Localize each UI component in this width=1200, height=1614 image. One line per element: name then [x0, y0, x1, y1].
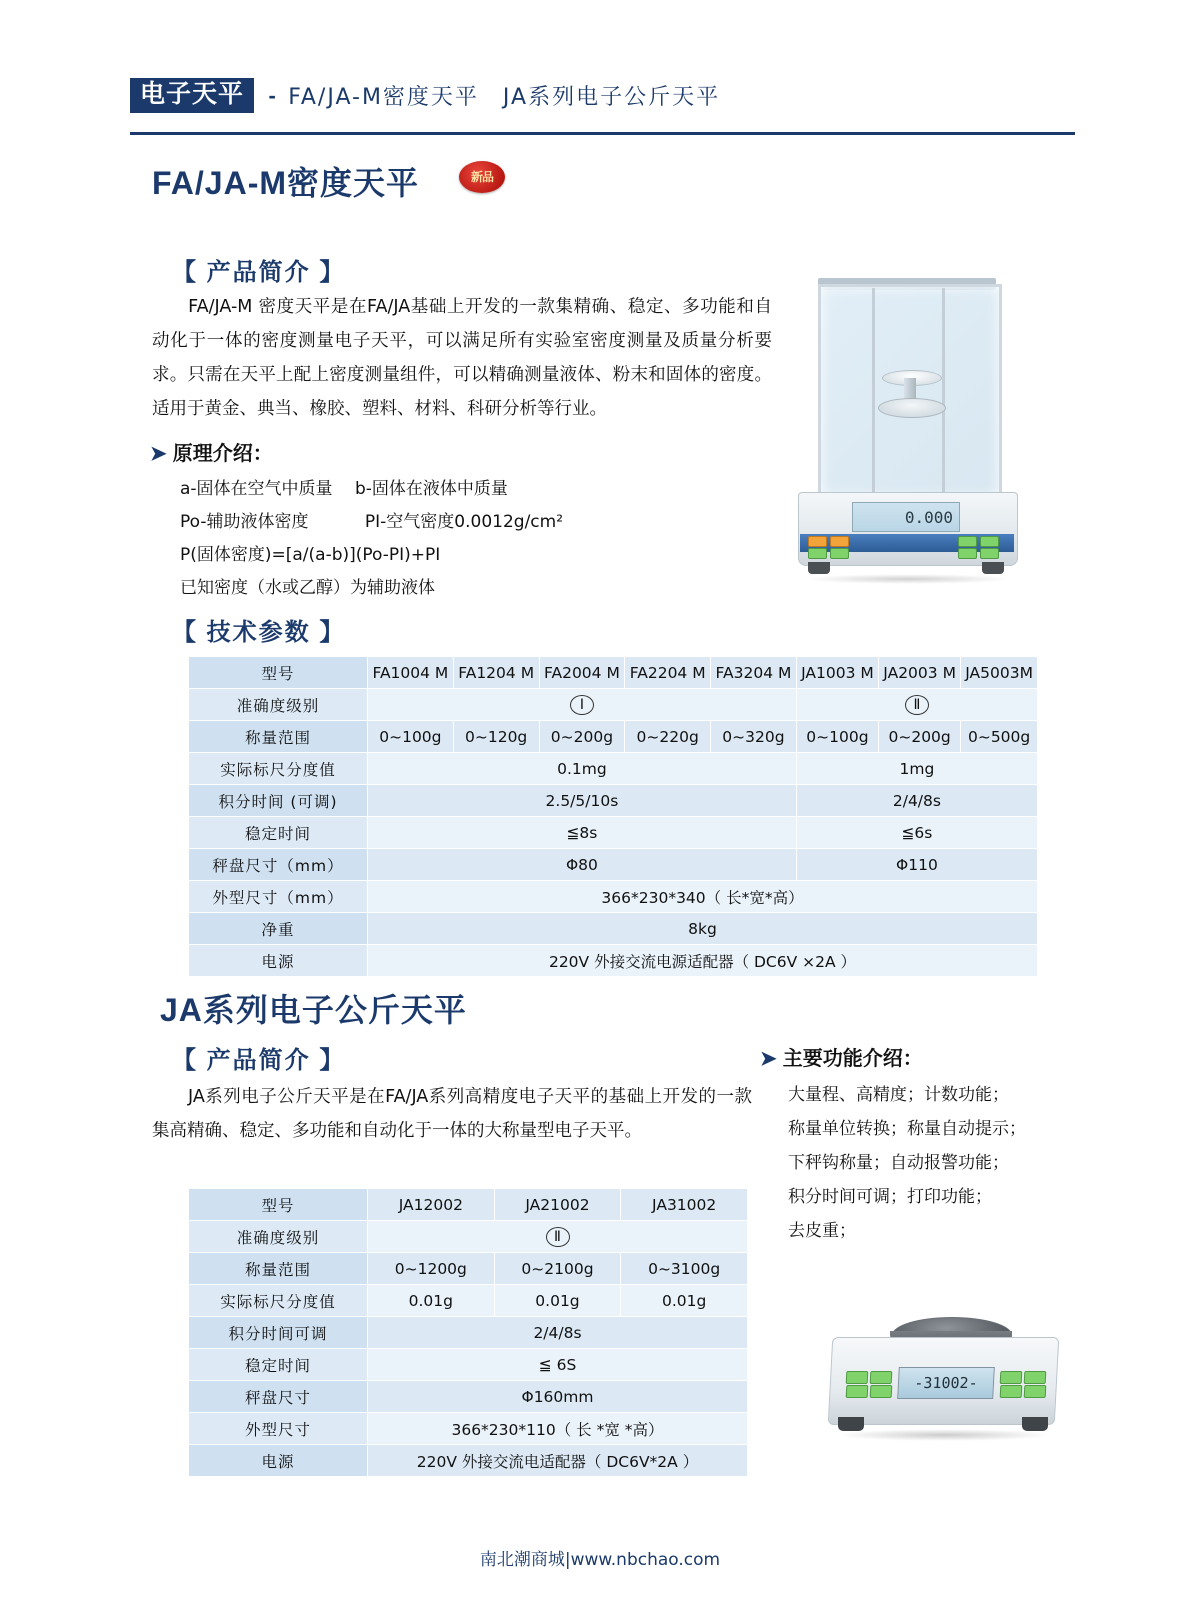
table-row-label: 准确度级别: [189, 1221, 368, 1253]
table-cell: 0~220g: [625, 721, 711, 753]
analytical-balance-image: [790, 278, 1030, 608]
table-row: [189, 1189, 748, 1221]
table-cell: 0.1mg: [368, 753, 797, 785]
spec-heading: 【 技术参数 】: [172, 619, 346, 646]
feature-list: [788, 1078, 1026, 1248]
table-cell: 0~120g: [453, 721, 539, 753]
header-title: FA/JA-M密度天平 JA系列电子公斤天平: [288, 85, 721, 110]
balance-weighing-pan: [878, 398, 946, 418]
table-cell: ≦8s: [368, 817, 797, 849]
header-dash: -: [268, 82, 276, 108]
table-row-label: 净重: [189, 913, 368, 945]
table-row-label: 稳定时间: [189, 817, 368, 849]
table-cell: ≦6s: [796, 817, 1037, 849]
table-row: [189, 913, 1038, 945]
feature-item: 下秤钩称量；自动报警功能；: [788, 1153, 1009, 1173]
precision-balance-lcd: -31002-: [897, 1367, 995, 1399]
table-cell: 0~2100g: [494, 1253, 621, 1285]
table-cell: 0.01g: [494, 1285, 621, 1317]
table-cell: FA3204 M: [711, 657, 797, 689]
table-cell: 0~200g: [879, 721, 961, 753]
table-row: [189, 1253, 748, 1285]
feature-item: 大量程、高精度；计数功能；: [788, 1085, 1009, 1105]
arrow-icon-2: ➤: [760, 1048, 777, 1070]
principle-line-2: Po-辅助液体密度 PI-空气密度0.0012g/cm²: [180, 512, 564, 532]
table-row-label: 准确度级别: [189, 689, 368, 721]
table-cell: 1mg: [796, 753, 1037, 785]
table-cell: 0~100g: [368, 721, 454, 753]
table-cell: JA21002: [494, 1189, 621, 1221]
header-badge: 电子天平: [130, 78, 254, 113]
arrow-icon: ➤: [150, 443, 167, 465]
table-cell: 8kg: [368, 913, 1038, 945]
table-row-label: 称量范围: [189, 1253, 368, 1285]
table-cell: FA1004 M: [368, 657, 454, 689]
table-cell: 366*230*110（ 长 *宽 *高）: [368, 1413, 748, 1445]
precision-key-6: [1024, 1371, 1047, 1384]
accuracy-class-badge: Ⅱ: [546, 1227, 570, 1247]
table-cell: 0.01g: [368, 1285, 495, 1317]
table-cell: JA1003 M: [796, 657, 878, 689]
table-cell: JA5003M: [961, 657, 1038, 689]
principle-heading: ➤ 原理介绍：: [150, 443, 273, 465]
table-row: [189, 1221, 748, 1253]
table-row-label: 秤盘尺寸（mm）: [189, 849, 368, 881]
features-heading: ➤ 主要功能介绍：: [760, 1048, 923, 1070]
table-cell: 2/4/8s: [368, 1317, 748, 1349]
spec-table-ja-series: [188, 1188, 748, 1477]
table-row: [189, 785, 1038, 817]
table-cell: 0~100g: [796, 721, 878, 753]
table-cell: 0~200g: [539, 721, 625, 753]
product-intro-heading: 【 产品简介 】: [172, 259, 346, 286]
table-cell: Φ110: [796, 849, 1037, 881]
table-cell: [796, 689, 1037, 721]
feature-item: 称量单位转换；称量自动提示；: [788, 1119, 1026, 1139]
table-cell: 2/4/8s: [796, 785, 1037, 817]
table-row: [189, 1317, 748, 1349]
table-cell: JA12002: [368, 1189, 495, 1221]
table-row-label: 外型尺寸（mm）: [189, 881, 368, 913]
table-row-label: 称量范围: [189, 721, 368, 753]
table-cell: Φ160mm: [368, 1381, 748, 1413]
table-cell: 0~320g: [711, 721, 797, 753]
table-row-label: 实际标尺分度值: [189, 753, 368, 785]
precision-key-1: [846, 1371, 869, 1384]
table-cell: FA2004 M: [539, 657, 625, 689]
balance-key-7: [958, 548, 977, 559]
principle-line-4: 已知密度（水或乙醇）为辅助液体: [180, 578, 435, 598]
precision-balance-image: [820, 1285, 1070, 1465]
table-row: [189, 817, 1038, 849]
table-row: [189, 753, 1038, 785]
table-row: [189, 849, 1038, 881]
balance-key-5: [808, 548, 827, 559]
accuracy-class-badge: Ⅰ: [570, 695, 594, 715]
balance-key-6: [830, 548, 849, 559]
table-row-label: 型号: [189, 1189, 368, 1221]
table-row: [189, 1381, 748, 1413]
balance-foot-right: [982, 562, 1004, 574]
table-cell: 2.5/5/10s: [368, 785, 797, 817]
table-cell: FA2204 M: [625, 657, 711, 689]
page-header: [130, 78, 1075, 135]
precision-key-3: [846, 1385, 869, 1398]
spec-table-fa-ja-m: [188, 656, 1038, 977]
section2-intro-text: JA系列电子公斤天平是在FA/JA系列高精度电子天平的基础上开发的一款集高精确、稳定、多功能和自动化于一体的大称量型电子天平。: [152, 1087, 752, 1141]
section2-title: JA系列电子公斤天平: [160, 992, 467, 1028]
table-row: [189, 1445, 748, 1477]
table-row: [189, 657, 1038, 689]
table-cell: FA1204 M: [453, 657, 539, 689]
table-cell: Φ80: [368, 849, 797, 881]
table-cell: [368, 1221, 748, 1253]
accuracy-class-badge: Ⅱ: [905, 695, 929, 715]
table-row: [189, 689, 1038, 721]
principle-line-1: a-固体在空气中质量 b-固体在液体中质量: [180, 479, 508, 499]
balance-key-3: [958, 536, 977, 547]
table-row: [189, 1349, 748, 1381]
balance-foot-left: [808, 562, 830, 574]
table-row-label: 积分时间 (可调): [189, 785, 368, 817]
table-cell: ≦ 6S: [368, 1349, 748, 1381]
precision-key-4: [870, 1385, 893, 1398]
table-cell: 220V 外接交流电适配器（ DC6V*2A ）: [368, 1445, 748, 1477]
precision-key-2: [870, 1371, 893, 1384]
table-row-label: 秤盘尺寸: [189, 1381, 368, 1413]
table-row: [189, 881, 1038, 913]
table-row-label: 实际标尺分度值: [189, 1285, 368, 1317]
section2-intro-heading: 【 产品简介 】: [172, 1047, 346, 1074]
table-row-label: 电源: [189, 1445, 368, 1477]
precision-key-7: [1000, 1385, 1023, 1398]
balance-shadow: [804, 574, 1012, 584]
table-row-label: 型号: [189, 657, 368, 689]
precision-key-8: [1024, 1385, 1047, 1398]
table-cell: 0~500g: [961, 721, 1038, 753]
balance-key-8: [980, 548, 999, 559]
table-row: [189, 1285, 748, 1317]
balance-glass-divider-right: [942, 288, 945, 492]
table-row: [189, 945, 1038, 977]
balance-glass-divider-left: [872, 288, 875, 492]
precision-key-5: [1000, 1371, 1023, 1384]
precision-balance-shadow: [836, 1429, 1052, 1441]
table-row-label: 外型尺寸: [189, 1413, 368, 1445]
balance-lcd-display: 0.000: [852, 502, 960, 532]
table-row-label: 稳定时间: [189, 1349, 368, 1381]
table-cell: 0.01g: [621, 1285, 748, 1317]
table-row: [189, 721, 1038, 753]
table-row-label: 积分时间可调: [189, 1317, 368, 1349]
feature-item: 去皮重；: [788, 1221, 856, 1241]
table-row-label: 电源: [189, 945, 368, 977]
table-cell: 220V 外接交流电源适配器（ DC6V ×2A ）: [368, 945, 1038, 977]
new-product-badge: 新品: [459, 161, 505, 193]
table-row: [189, 1413, 748, 1445]
balance-key-2: [830, 536, 849, 547]
table-cell: 0~3100g: [621, 1253, 748, 1285]
table-cell: JA31002: [621, 1189, 748, 1221]
table-cell: 366*230*340（ 长*宽*高）: [368, 881, 1038, 913]
product-intro-text: FA/JA-M 密度天平是在FA/JA基础上开发的一款集精确、稳定、多功能和自动化于一体的密度测量电子天平，可以满足所有实验室密度测量及质量分析要求。只需在天平上配上密度测量组件，可以精确测量液体、粉末和固体的密度。适用于黄金、典当、橡胶、塑料、材料、科研分析等行业。: [152, 297, 772, 419]
balance-key-1: [808, 536, 827, 547]
balance-key-4: [980, 536, 999, 547]
table-cell: [368, 689, 797, 721]
feature-item: 积分时间可调；打印功能；: [788, 1187, 992, 1207]
principle-line-3: P(固体密度)=[a/(a-b)](Po-PI)+PI: [180, 545, 441, 565]
table-cell: 0~1200g: [368, 1253, 495, 1285]
footer-text: 南北潮商城|www.nbchao.com: [479, 1550, 721, 1570]
section1-title: FA/JA-M密度天平: [152, 165, 420, 201]
table-cell: JA2003 M: [879, 657, 961, 689]
